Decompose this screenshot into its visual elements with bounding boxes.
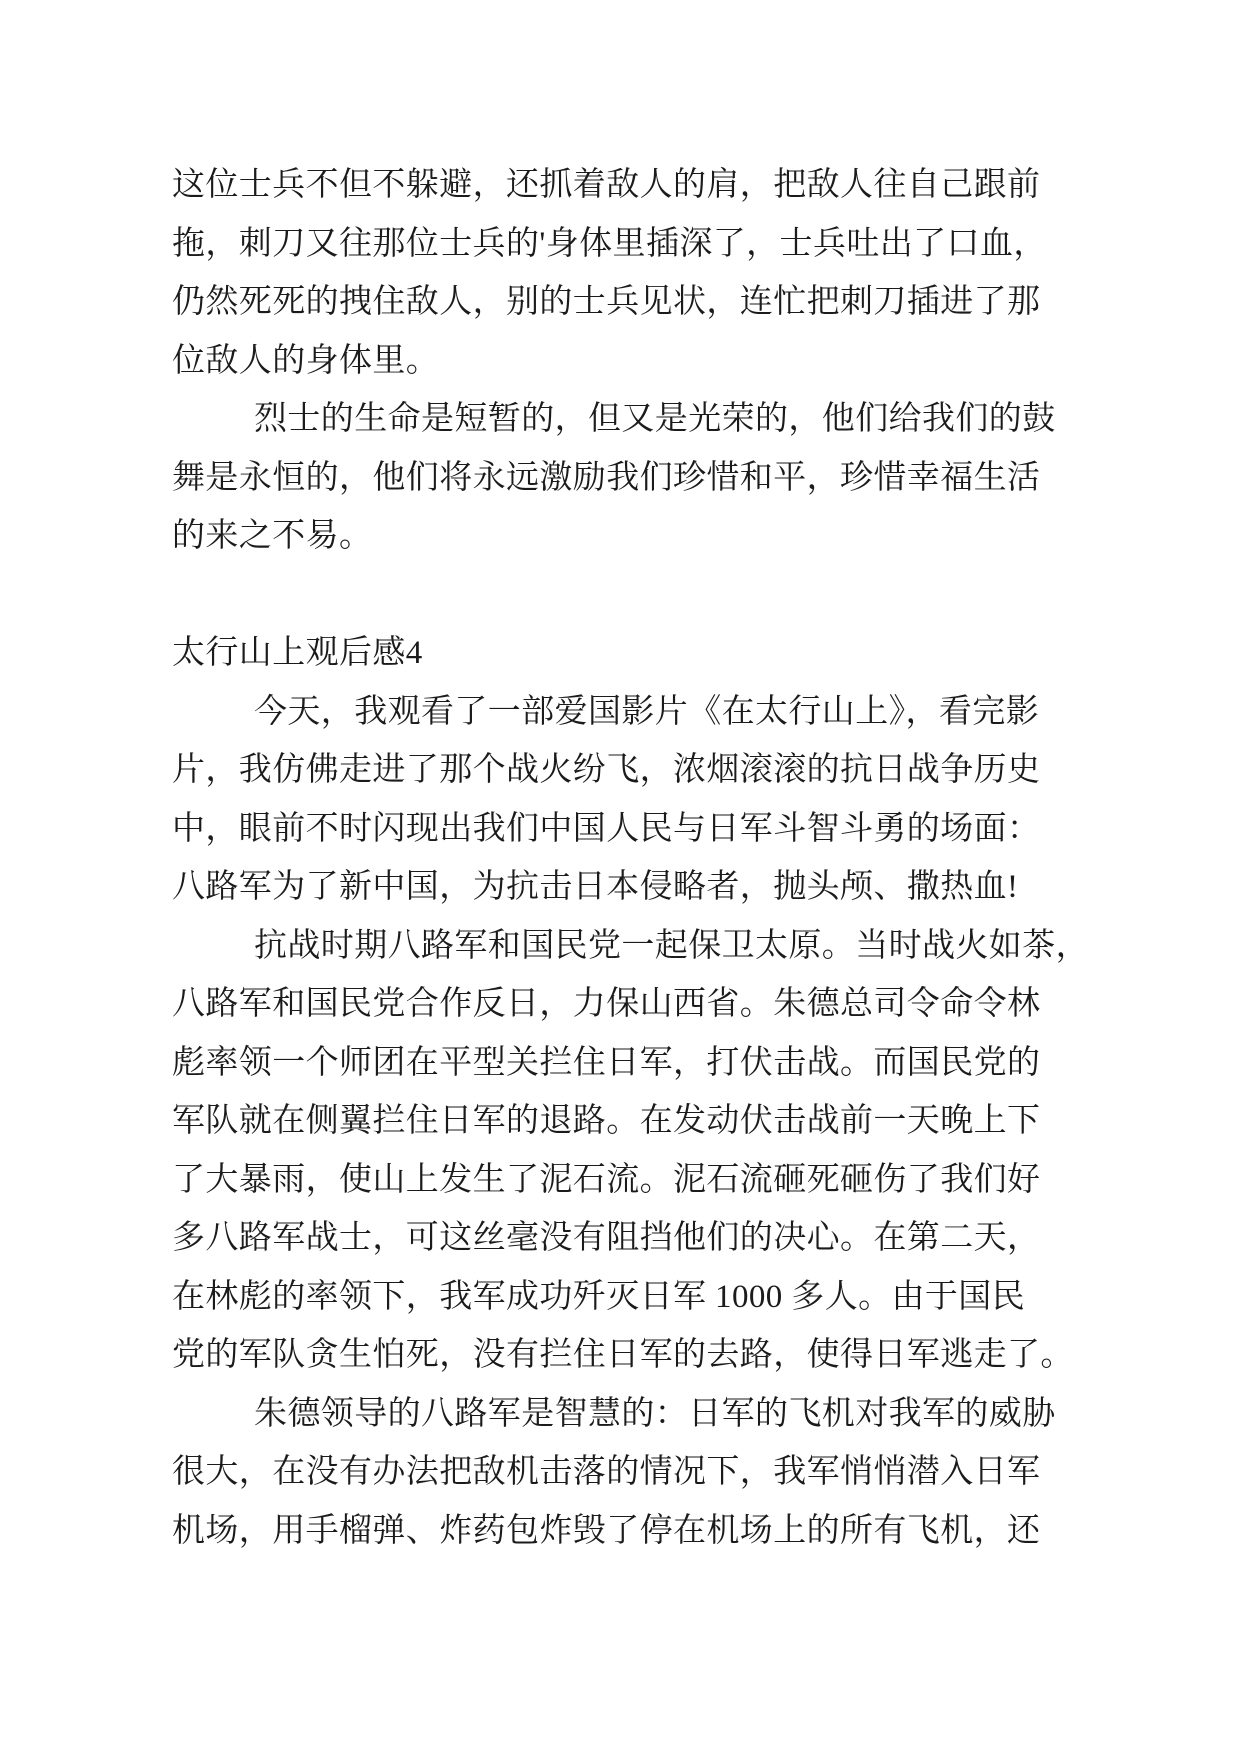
text-line: 位敌人的身体里。	[172, 342, 440, 379]
text-line: 片，我仿佛走进了那个战火纷飞，浓烟滚滚的抗日战争历史	[172, 752, 1041, 788]
text-line: 的来之不易。	[172, 518, 373, 554]
text-line: 朱德领导的八路军是智慧的：日军的飞机对我军的威胁	[254, 1395, 1056, 1432]
text-line: 军队就在侧翼拦住日军的退路。在发动伏击战前一天晚上下	[172, 1103, 1041, 1139]
text-line: 这位士兵不但不躲避，还抓着敌人的肩，把敌人往自己跟前	[172, 167, 1041, 203]
blank-line	[172, 566, 1172, 625]
text-line: 舞是永恒的，他们将永远激励我们珍惜和平，珍惜幸福生活	[172, 459, 1041, 496]
text-line: 仍然死死的拽住敌人，别的士兵见状，连忙把刺刀插进了那	[172, 284, 1041, 320]
text-line: 多八路军战士，可这丝毫没有阻挡他们的决心。在第二天，	[172, 1220, 1041, 1256]
text-line: 了大暴雨，使山上发生了泥石流。泥石流砸死砸伤了我们好	[172, 1161, 1041, 1198]
text-line: 在林彪的率领下，我军成功歼灭日军 1000 多人。由于国民	[172, 1278, 1026, 1315]
text-line: 抗战时期八路军和国民党一起保卫太原。当时战火如茶，	[254, 927, 1089, 964]
text-line: 党的军队贪生怕死，没有拦住日军的去路，使得日军逃走了。	[172, 1337, 1074, 1373]
text-line: 今天，我观看了一部爱国影片《在太行山上》，看完影	[254, 693, 1040, 730]
text-line: 很大，在没有办法把敌机击落的情况下，我军悄悄潜入日军	[172, 1454, 1041, 1490]
text-line: 八路军为了新中国，为抗击日本侵略者，抛头颅、撒热血!	[172, 869, 1019, 905]
text-line: 彪率领一个师团在平型关拦住日军，打伏击战。而国民党的	[172, 1044, 1041, 1081]
text-line: 烈士的生命是短暂的，但又是光荣的，他们给我们的鼓	[254, 401, 1056, 437]
text-line: 机场，用手榴弹、炸药包炸毁了停在机场上的所有飞机，还	[172, 1512, 1041, 1549]
text-line: 八路军和国民党合作反日，力保山西省。朱德总司令命令林	[172, 986, 1041, 1022]
document-text-block	[172, 156, 1172, 1560]
text-line: 拖，刺刀又往那位士兵的'身体里插深了，士兵吐出了口血，	[172, 225, 1047, 262]
text-line: 中，眼前不时闪现出我们中国人民与日军斗智斗勇的场面：	[172, 810, 1041, 847]
section-heading: 太行山上观后感4	[172, 635, 423, 671]
